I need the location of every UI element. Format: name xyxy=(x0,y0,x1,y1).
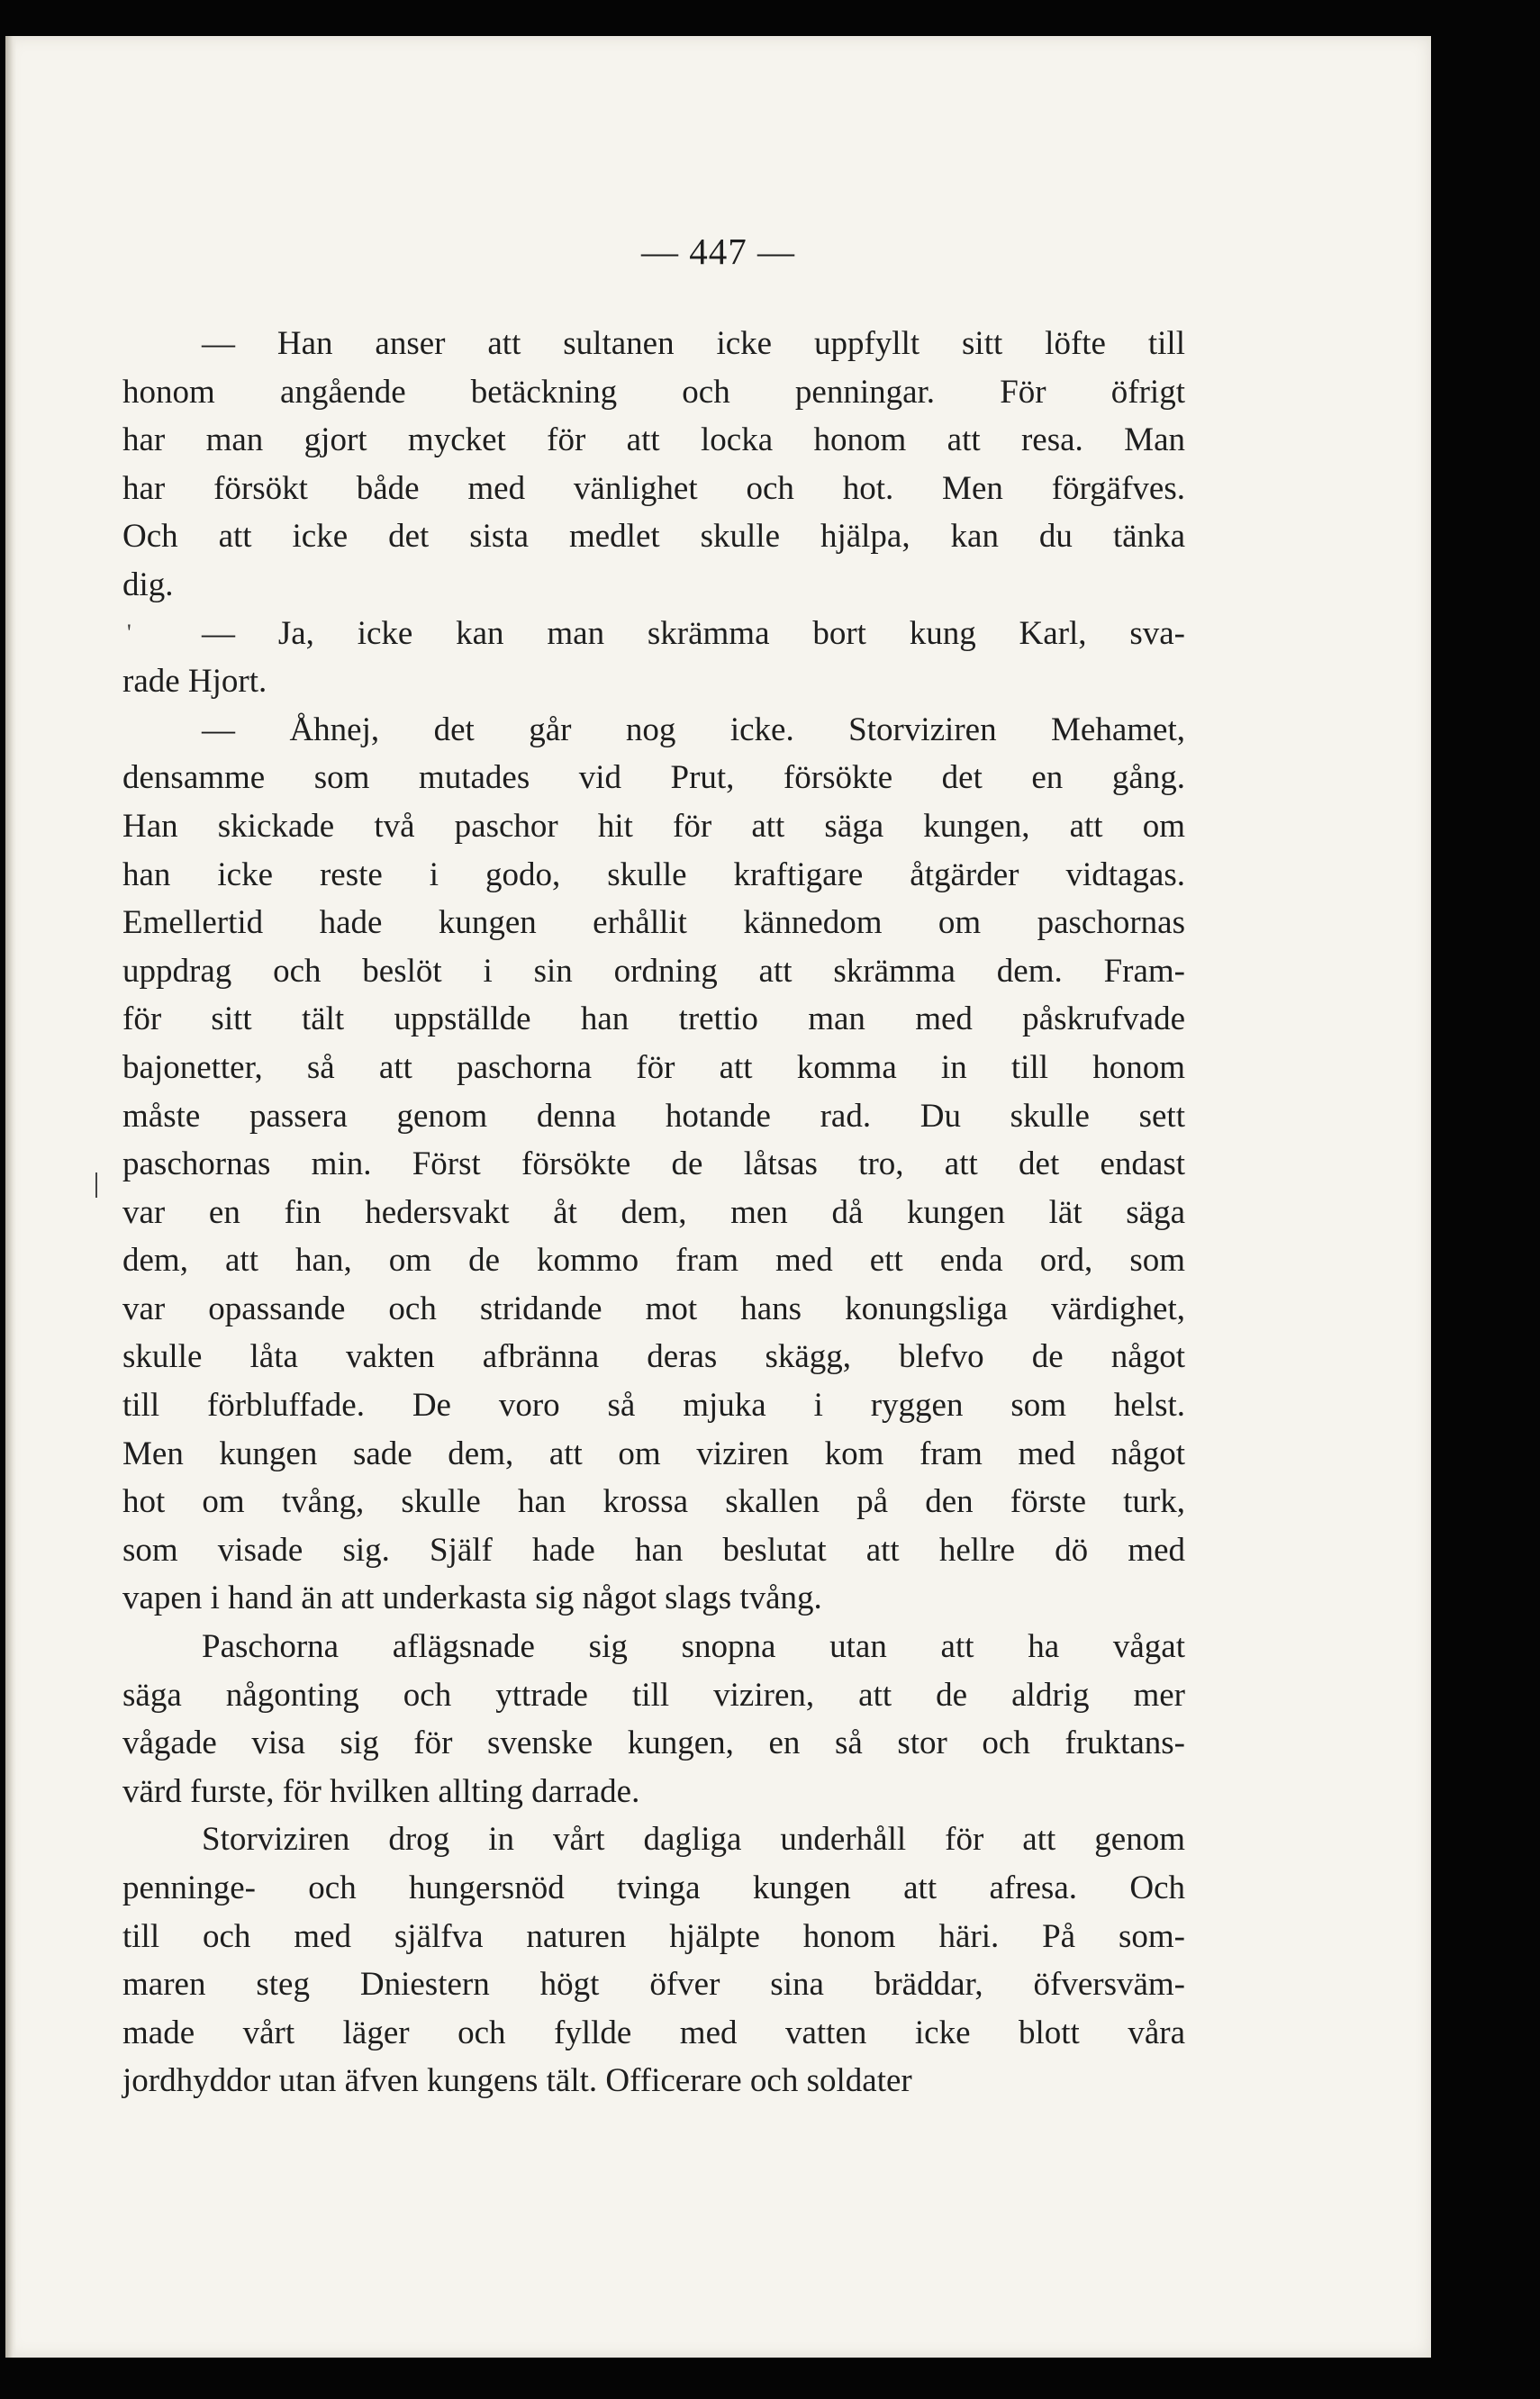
text-line: för sitt tält uppställde han trettio man med påskrufvade xyxy=(122,1000,1185,1038)
text-line: — Han anser att sultanen icke uppfyllt sitt löfte till xyxy=(202,325,1185,362)
text-line: som visade sig. Själf hade han beslutat att hellre dö med xyxy=(122,1531,1185,1569)
text-line: Emellertid hade kungen erhållit kännedom om paschornas xyxy=(122,904,1185,942)
text-line: har försökt både med vänlighet och hot. Men förgäfves. xyxy=(122,469,1185,507)
text-line: densamme som mutades vid Prut, försökte det en gång. xyxy=(122,759,1185,797)
text-line: hot om tvång, skulle han krossa skallen på den förste turk, xyxy=(122,1483,1185,1521)
book-page xyxy=(5,36,1431,2358)
paragraph xyxy=(122,1623,1185,1815)
page-spine-shadow xyxy=(5,36,16,2358)
paragraph xyxy=(122,706,1185,1623)
text-line: dig. xyxy=(122,566,174,603)
text-line: made vårt läger och fyllde med vatten icke blott våra xyxy=(122,2014,1185,2051)
text-line: vågade visa sig för svenske kungen, en så stor och fruktans- xyxy=(122,1725,1185,1762)
text-line: skulle låta vakten afbränna deras skägg, blefvo de något xyxy=(122,1338,1185,1376)
body-text xyxy=(122,320,1185,2105)
margin-ink-mark xyxy=(95,1172,97,1198)
text-line: var en fin hedersvakt åt dem, men då kungen lät säga xyxy=(122,1193,1185,1231)
text-line: dem, att han, om de kommo fram med ett enda ord, som xyxy=(122,1242,1185,1280)
text-line: Och att icke det sista medlet skulle hjälpa, kan du tänka xyxy=(122,518,1185,556)
text-line: — Ja, icke kan man skrämma bort kung Karl, sva- xyxy=(202,614,1185,652)
paragraph xyxy=(122,610,1185,706)
text-line: vapen i hand än att underkasta sig något slags tvång. xyxy=(122,1580,822,1617)
text-line: Men kungen sade dem, att om viziren kom fram med något xyxy=(122,1435,1185,1472)
text-line: Storviziren drog in vårt dagliga underhåll för att genom xyxy=(202,1821,1185,1859)
text-line: säga någonting och yttrade till viziren, att de aldrig mer xyxy=(122,1676,1185,1714)
stray-ink-mark: ' xyxy=(127,620,131,646)
text-line: penninge- och hungersnöd tvinga kungen att afresa. Och xyxy=(122,1869,1185,1906)
text-line: har man gjort mycket för att locka honom att resa. Man xyxy=(122,421,1185,459)
text-line: värd furste, för hvilken allting darrade. xyxy=(122,1772,640,1810)
text-line: rade Hjort. xyxy=(122,663,267,701)
text-line: Han skickade två paschor hit för att säga kungen, att om xyxy=(122,807,1185,845)
text-line: honom angående betäckning och penningar. För öfrigt xyxy=(122,373,1185,411)
paragraph xyxy=(122,320,1185,610)
text-line: paschornas min. Först försökte de låtsas tro, att det endast xyxy=(122,1145,1185,1183)
text-line: han icke reste i godo, skulle kraftigare åtgärder vidtagas. xyxy=(122,855,1185,893)
page-number: — 447 — xyxy=(641,231,795,272)
text-line: till förbluffade. De voro så mjuka i ryggen som helst. xyxy=(122,1387,1185,1425)
text-line: uppdrag och beslöt i sin ordning att skrämma dem. Fram- xyxy=(122,952,1185,990)
text-line: till och med själfva naturen hjälpte honom häri. På som- xyxy=(122,1917,1185,1955)
text-line: bajonetter, så att paschorna för att komma in till honom xyxy=(122,1048,1185,1086)
paragraph xyxy=(122,1815,1185,2105)
text-line: jordhyddor utan äfven kungens tält. Officerare och soldater xyxy=(122,2062,912,2100)
text-line: — Åhnej, det går nog icke. Storviziren Mehamet, xyxy=(202,711,1185,748)
text-line: var opassande och stridande mot hans konungsliga värdighet, xyxy=(122,1290,1185,1327)
text-line: maren steg Dniestern högt öfver sina bräddar, öfversväm- xyxy=(122,1966,1185,2004)
text-line: Paschorna aflägsnade sig snopna utan att ha vågat xyxy=(202,1628,1185,1666)
text-line: måste passera genom denna hotande rad. Du skulle sett xyxy=(122,1097,1185,1135)
